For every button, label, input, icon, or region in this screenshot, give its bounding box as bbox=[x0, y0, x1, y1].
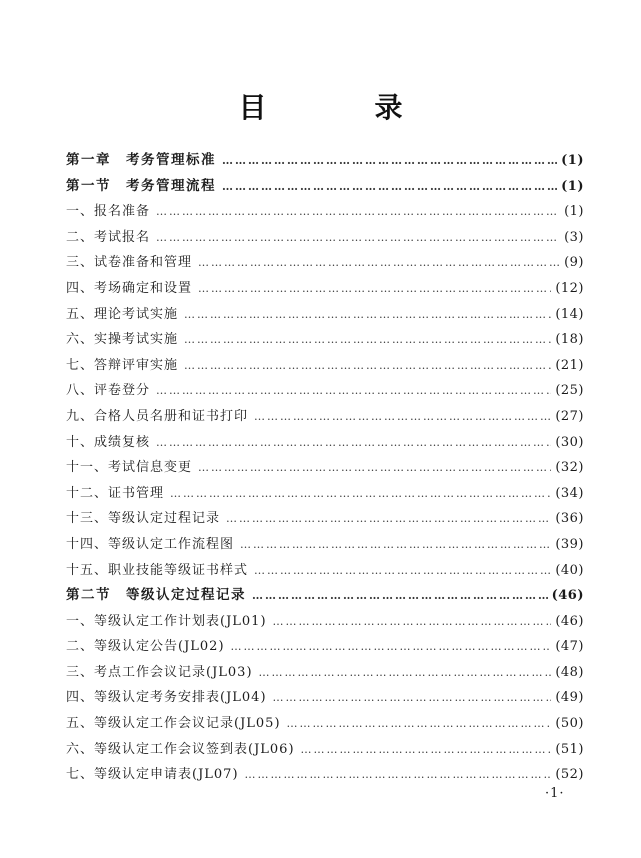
toc-page-number: (1) bbox=[564, 204, 584, 220]
toc-entry-label: 一、报名准备 bbox=[66, 204, 151, 220]
toc-leader-dots bbox=[222, 174, 557, 200]
toc-heading-row[interactable] bbox=[66, 174, 584, 200]
toc-leader-dots bbox=[254, 558, 551, 584]
toc-page-number: (46) bbox=[555, 613, 584, 629]
toc-entry-label: 三、试卷准备和管理 bbox=[66, 255, 193, 271]
toc-entry-label: 第二节 等级认定过程记录 bbox=[66, 587, 246, 604]
toc-leader-dots bbox=[170, 481, 551, 507]
page-title: 目 录 bbox=[238, 91, 443, 124]
toc-page-number: (3) bbox=[564, 229, 584, 245]
toc-leader-dots bbox=[184, 302, 551, 328]
toc-entry-row[interactable] bbox=[66, 481, 584, 507]
toc-leader-dots bbox=[184, 353, 551, 379]
toc-entry-row[interactable] bbox=[66, 532, 584, 558]
toc-entry-row[interactable] bbox=[66, 250, 584, 276]
toc-entry-label: 十四、等级认定工作流程图 bbox=[66, 536, 235, 552]
toc-page-number: (51) bbox=[555, 741, 584, 757]
toc-leader-dots bbox=[273, 685, 552, 711]
toc-page-number: (18) bbox=[555, 332, 584, 348]
toc-entry-row[interactable] bbox=[66, 506, 584, 532]
toc-entry-label: 七、答辩评审实施 bbox=[66, 357, 179, 373]
toc-page-number: (48) bbox=[555, 664, 584, 680]
toc-leader-dots bbox=[184, 327, 551, 353]
toc-leader-dots bbox=[245, 762, 552, 788]
toc-entry-label: 二、等级认定公告(JL02) bbox=[66, 639, 225, 655]
toc-page-number: (46) bbox=[551, 588, 584, 604]
toc-page-number: (47) bbox=[555, 639, 584, 655]
toc-leader-dots bbox=[156, 378, 551, 404]
toc-entry-row[interactable] bbox=[66, 225, 584, 251]
toc-entry-label: 六、等级认定工作会议签到表(JL06) bbox=[66, 741, 295, 757]
toc-leader-dots bbox=[198, 276, 551, 302]
toc-entry-row[interactable] bbox=[66, 404, 584, 430]
toc-entry-label: 十五、职业技能等级证书样式 bbox=[66, 562, 249, 578]
toc-page-number: (40) bbox=[555, 562, 584, 578]
toc-entry-label: 五、理论考试实施 bbox=[66, 306, 179, 322]
toc-heading-row[interactable] bbox=[66, 148, 584, 174]
toc-entry-row[interactable] bbox=[66, 634, 584, 660]
toc-entry-label: 第一节 考务管理流程 bbox=[66, 177, 216, 194]
table-of-contents bbox=[66, 148, 584, 788]
toc-entry-row[interactable] bbox=[66, 378, 584, 404]
toc-page-number: (21) bbox=[555, 357, 584, 373]
toc-page-number: (12) bbox=[555, 280, 584, 296]
toc-page-number: (52) bbox=[555, 767, 584, 783]
toc-leader-dots bbox=[198, 250, 560, 276]
toc-entry-label: 十二、证书管理 bbox=[66, 485, 165, 501]
toc-page-number: (9) bbox=[564, 255, 584, 271]
toc-entry-row[interactable] bbox=[66, 685, 584, 711]
toc-page-number: (27) bbox=[555, 408, 584, 424]
toc-entry-label: 三、考点工作会议记录(JL03) bbox=[66, 664, 253, 680]
toc-page-number: (32) bbox=[555, 460, 584, 476]
toc-page-number: (1) bbox=[561, 153, 584, 168]
toc-entry-label: 八、评卷登分 bbox=[66, 383, 151, 399]
toc-entry-row[interactable] bbox=[66, 302, 584, 328]
toc-entry-label: 四、等级认定考务安排表(JL04) bbox=[66, 690, 267, 706]
toc-entry-row[interactable] bbox=[66, 762, 584, 788]
toc-page-number: (1) bbox=[561, 178, 584, 194]
toc-leader-dots bbox=[156, 430, 551, 456]
toc-entry-label: 一、等级认定工作计划表(JL01) bbox=[66, 613, 267, 629]
toc-leader-dots bbox=[240, 532, 551, 558]
toc-entry-label: 十三、等级认定过程记录 bbox=[66, 511, 221, 527]
toc-entry-row[interactable] bbox=[66, 455, 584, 481]
toc-entry-label: 二、考试报名 bbox=[66, 229, 151, 245]
toc-leader-dots bbox=[273, 609, 552, 635]
toc-entry-row[interactable] bbox=[66, 660, 584, 686]
toc-leader-dots bbox=[222, 148, 557, 174]
toc-leader-dots bbox=[198, 455, 551, 481]
toc-leader-dots bbox=[156, 225, 560, 251]
toc-entry-label: 十一、考试信息变更 bbox=[66, 460, 193, 476]
toc-entry-label: 第一章 考务管理标准 bbox=[66, 152, 216, 168]
toc-entry-row[interactable] bbox=[66, 353, 584, 379]
page-number: ·1· bbox=[545, 786, 565, 801]
toc-entry-row[interactable] bbox=[66, 609, 584, 635]
toc-entry-label: 十、成绩复核 bbox=[66, 434, 151, 450]
toc-leader-dots bbox=[254, 404, 551, 430]
toc-entry-label: 七、等级认定申请表(JL07) bbox=[66, 767, 239, 783]
toc-entry-label: 九、合格人员名册和证书打印 bbox=[66, 408, 249, 424]
toc-entry-row[interactable] bbox=[66, 558, 584, 584]
toc-entry-label: 四、考场确定和设置 bbox=[66, 280, 193, 296]
toc-page-number: (25) bbox=[555, 383, 584, 399]
toc-entry-row[interactable] bbox=[66, 737, 584, 763]
toc-page-number: (36) bbox=[555, 511, 584, 527]
toc-leader-dots bbox=[301, 737, 552, 763]
toc-page-number: (50) bbox=[555, 716, 584, 732]
toc-leader-dots bbox=[231, 634, 552, 660]
toc-leader-dots bbox=[287, 711, 552, 737]
toc-leader-dots bbox=[252, 583, 548, 609]
toc-heading-row[interactable] bbox=[66, 583, 584, 609]
toc-leader-dots bbox=[259, 660, 552, 686]
toc-entry-label: 六、实操考试实施 bbox=[66, 332, 179, 348]
toc-page-number: (39) bbox=[555, 536, 584, 552]
toc-entry-row[interactable] bbox=[66, 430, 584, 456]
toc-page-number: (14) bbox=[555, 306, 584, 322]
toc-leader-dots bbox=[226, 506, 551, 532]
toc-entry-row[interactable] bbox=[66, 327, 584, 353]
toc-entry-row[interactable] bbox=[66, 199, 584, 225]
toc-entry-row[interactable] bbox=[66, 276, 584, 302]
toc-page-number: (30) bbox=[555, 434, 584, 450]
toc-leader-dots bbox=[156, 199, 560, 225]
toc-page-number: (49) bbox=[555, 690, 584, 706]
toc-page-number: (34) bbox=[555, 485, 584, 501]
toc-entry-row[interactable] bbox=[66, 711, 584, 737]
toc-entry-label: 五、等级认定工作会议记录(JL05) bbox=[66, 716, 281, 732]
